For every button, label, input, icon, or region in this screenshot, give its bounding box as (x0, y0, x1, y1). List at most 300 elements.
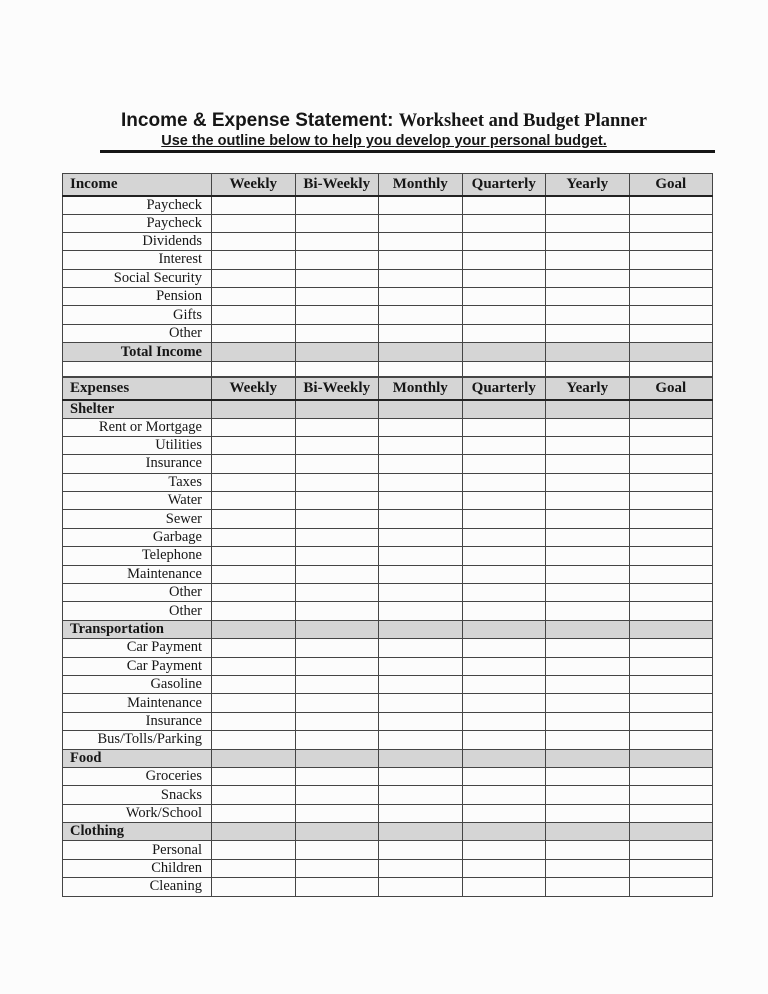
value-cell-bi-weekly (295, 657, 379, 675)
value-cell-goal (629, 232, 713, 250)
value-cell-monthly (379, 232, 463, 250)
value-cell-bi-weekly (295, 418, 379, 436)
value-cell-weekly (212, 214, 296, 232)
row-label-clothing: Clothing (63, 823, 212, 841)
value-cell-goal (629, 324, 713, 342)
value-cell-goal (629, 473, 713, 491)
row-label-rent-or-mortgage: Rent or Mortgage (63, 418, 212, 436)
value-cell-weekly (212, 584, 296, 602)
value-cell-yearly (546, 804, 630, 822)
value-cell-weekly (212, 343, 296, 362)
value-cell-weekly (212, 547, 296, 565)
value-cell-bi-weekly (295, 306, 379, 324)
value-cell-bi-weekly (295, 214, 379, 232)
value-cell-quarterly (462, 473, 546, 491)
value-cell-bi-weekly (295, 288, 379, 306)
value-cell-monthly (379, 675, 463, 693)
value-cell-weekly (212, 657, 296, 675)
value-cell-bi-weekly (295, 712, 379, 730)
value-cell-quarterly (462, 306, 546, 324)
row-label-children: Children (63, 859, 212, 877)
value-cell-goal (629, 288, 713, 306)
value-cell-quarterly (462, 528, 546, 546)
value-cell-weekly (212, 731, 296, 749)
value-cell-yearly (546, 324, 630, 342)
section-header-row (63, 400, 713, 419)
value-cell-yearly (546, 473, 630, 491)
table-row (63, 639, 713, 657)
value-cell-yearly (546, 584, 630, 602)
value-cell-yearly (546, 565, 630, 583)
row-label-interest: Interest (63, 251, 212, 269)
row-label-food: Food (63, 749, 212, 767)
value-cell-quarterly (462, 749, 546, 767)
value-cell-goal (629, 602, 713, 620)
value-cell-yearly (546, 269, 630, 287)
row-label-other: Other (63, 584, 212, 602)
value-cell-quarterly (462, 418, 546, 436)
value-cell-yearly (546, 232, 630, 250)
value-cell-bi-weekly (295, 362, 379, 377)
value-cell-yearly (546, 731, 630, 749)
value-cell-goal (629, 841, 713, 859)
value-cell-quarterly (462, 196, 546, 215)
row-label-total-income: Total Income (63, 343, 212, 362)
column-header-weekly: Weekly (212, 378, 296, 400)
value-cell-weekly (212, 288, 296, 306)
column-header-row (63, 378, 713, 400)
empty-row (63, 362, 713, 377)
value-cell-yearly (546, 675, 630, 693)
value-cell-yearly (546, 602, 630, 620)
value-cell-yearly (546, 492, 630, 510)
value-cell-monthly (379, 214, 463, 232)
table-row (63, 584, 713, 602)
value-cell-quarterly (462, 841, 546, 859)
column-header-goal: Goal (629, 378, 713, 400)
value-cell-goal (629, 620, 713, 638)
column-header-weekly: Weekly (212, 174, 296, 196)
value-cell-yearly (546, 712, 630, 730)
value-cell-monthly (379, 712, 463, 730)
table-row (63, 878, 713, 896)
value-cell-quarterly (462, 620, 546, 638)
value-cell-goal (629, 528, 713, 546)
value-cell-goal (629, 565, 713, 583)
value-cell-quarterly (462, 639, 546, 657)
value-cell-quarterly (462, 712, 546, 730)
value-cell-yearly (546, 528, 630, 546)
column-header-quarterly: Quarterly (462, 174, 546, 196)
table-row (63, 694, 713, 712)
value-cell-weekly (212, 767, 296, 785)
value-cell-goal (629, 269, 713, 287)
column-header-bi-weekly: Bi-Weekly (295, 378, 379, 400)
row-label-taxes: Taxes (63, 473, 212, 491)
value-cell-monthly (379, 528, 463, 546)
value-cell-weekly (212, 196, 296, 215)
column-header-goal: Goal (629, 174, 713, 196)
row-label-personal: Personal (63, 841, 212, 859)
value-cell-bi-weekly (295, 547, 379, 565)
value-cell-yearly (546, 694, 630, 712)
row-label-gasoline: Gasoline (63, 675, 212, 693)
value-cell-yearly (546, 547, 630, 565)
value-cell-yearly (546, 767, 630, 785)
value-cell-monthly (379, 565, 463, 583)
value-cell-bi-weekly (295, 510, 379, 528)
value-cell-bi-weekly (295, 841, 379, 859)
row-label-bus-tolls-parking: Bus/Tolls/Parking (63, 731, 212, 749)
value-cell-goal (629, 657, 713, 675)
value-cell-goal (629, 767, 713, 785)
value-cell-monthly (379, 878, 463, 896)
table-row (63, 675, 713, 693)
row-label-shelter: Shelter (63, 400, 212, 419)
value-cell-monthly (379, 547, 463, 565)
value-cell-bi-weekly (295, 878, 379, 896)
value-cell-weekly (212, 841, 296, 859)
value-cell-monthly (379, 196, 463, 215)
value-cell-monthly (379, 436, 463, 454)
value-cell-weekly (212, 694, 296, 712)
table-row (63, 418, 713, 436)
value-cell-weekly (212, 675, 296, 693)
value-cell-goal (629, 362, 713, 377)
value-cell-weekly (212, 418, 296, 436)
value-cell-yearly (546, 749, 630, 767)
row-label-pension: Pension (63, 288, 212, 306)
table-row (63, 547, 713, 565)
value-cell-weekly (212, 786, 296, 804)
value-cell-weekly (212, 269, 296, 287)
value-cell-quarterly (462, 343, 546, 362)
value-cell-quarterly (462, 510, 546, 528)
value-cell-yearly (546, 436, 630, 454)
value-cell-monthly (379, 400, 463, 419)
value-cell-bi-weekly (295, 767, 379, 785)
value-cell-quarterly (462, 675, 546, 693)
title-block (0, 110, 768, 149)
column-header-bi-weekly: Bi-Weekly (295, 174, 379, 196)
value-cell-monthly (379, 767, 463, 785)
row-label-insurance: Insurance (63, 712, 212, 730)
value-cell-yearly (546, 306, 630, 324)
row-label-maintenance: Maintenance (63, 694, 212, 712)
value-cell-goal (629, 306, 713, 324)
value-cell-weekly (212, 565, 296, 583)
value-cell-goal (629, 712, 713, 730)
value-cell-weekly (212, 712, 296, 730)
value-cell-bi-weekly (295, 823, 379, 841)
value-cell-quarterly (462, 584, 546, 602)
value-cell-quarterly (462, 400, 546, 419)
value-cell-weekly (212, 251, 296, 269)
table-row (63, 731, 713, 749)
column-header-monthly: Monthly (379, 174, 463, 196)
page-title-sub: Worksheet and Budget Planner (398, 111, 647, 131)
value-cell-yearly (546, 786, 630, 804)
value-cell-weekly (212, 639, 296, 657)
row-label-other: Other (63, 324, 212, 342)
value-cell-quarterly (462, 324, 546, 342)
value-cell-monthly (379, 492, 463, 510)
value-cell-goal (629, 400, 713, 419)
row-label-transportation: Transportation (63, 620, 212, 638)
value-cell-weekly (212, 510, 296, 528)
table-row (63, 196, 713, 215)
expense-table (62, 377, 713, 897)
value-cell-weekly (212, 362, 296, 377)
total-row (63, 343, 713, 362)
table-row (63, 602, 713, 620)
value-cell-quarterly (462, 823, 546, 841)
table-row (63, 473, 713, 491)
value-cell-monthly (379, 731, 463, 749)
value-cell-monthly (379, 639, 463, 657)
value-cell-yearly (546, 859, 630, 877)
value-cell-yearly (546, 657, 630, 675)
value-cell-monthly (379, 694, 463, 712)
value-cell-goal (629, 675, 713, 693)
table-row (63, 269, 713, 287)
row-label-insurance: Insurance (63, 455, 212, 473)
value-cell-weekly (212, 859, 296, 877)
value-cell-weekly (212, 602, 296, 620)
value-cell-monthly (379, 749, 463, 767)
value-cell-quarterly (462, 694, 546, 712)
value-cell-bi-weekly (295, 343, 379, 362)
value-cell-weekly (212, 749, 296, 767)
value-cell-weekly (212, 306, 296, 324)
value-cell-bi-weekly (295, 639, 379, 657)
value-cell-bi-weekly (295, 528, 379, 546)
value-cell-goal (629, 510, 713, 528)
row-label-car-payment: Car Payment (63, 657, 212, 675)
value-cell-bi-weekly (295, 602, 379, 620)
value-cell-monthly (379, 602, 463, 620)
value-cell-quarterly (462, 859, 546, 877)
value-cell-yearly (546, 251, 630, 269)
value-cell-goal (629, 584, 713, 602)
table-row (63, 232, 713, 250)
value-cell-yearly (546, 288, 630, 306)
value-cell-bi-weekly (295, 455, 379, 473)
value-cell-monthly (379, 324, 463, 342)
value-cell-goal (629, 343, 713, 362)
value-cell-monthly (379, 841, 463, 859)
value-cell-yearly (546, 841, 630, 859)
table-row (63, 455, 713, 473)
value-cell-goal (629, 418, 713, 436)
value-cell-quarterly (462, 602, 546, 620)
row-label-gifts: Gifts (63, 306, 212, 324)
value-cell-yearly (546, 455, 630, 473)
value-cell-yearly (546, 196, 630, 215)
value-cell-quarterly (462, 657, 546, 675)
value-cell-bi-weekly (295, 786, 379, 804)
value-cell-goal (629, 455, 713, 473)
value-cell-goal (629, 749, 713, 767)
value-cell-bi-weekly (295, 436, 379, 454)
table-row (63, 288, 713, 306)
value-cell-quarterly (462, 804, 546, 822)
row-label-other: Other (63, 602, 212, 620)
section-header-row (63, 620, 713, 638)
expenses-table-title: Expenses (63, 378, 212, 400)
value-cell-quarterly (462, 362, 546, 377)
value-cell-bi-weekly (295, 269, 379, 287)
value-cell-yearly (546, 620, 630, 638)
column-header-quarterly: Quarterly (462, 378, 546, 400)
row-label-maintenance: Maintenance (63, 565, 212, 583)
value-cell-quarterly (462, 232, 546, 250)
value-cell-monthly (379, 823, 463, 841)
value-cell-monthly (379, 269, 463, 287)
value-cell-bi-weekly (295, 804, 379, 822)
value-cell-quarterly (462, 214, 546, 232)
value-cell-weekly (212, 455, 296, 473)
row-label-sewer: Sewer (63, 510, 212, 528)
value-cell-bi-weekly (295, 492, 379, 510)
page-title-main: Income & Expense Statement: (121, 110, 394, 131)
table-row (63, 657, 713, 675)
table-row (63, 324, 713, 342)
value-cell-weekly (212, 528, 296, 546)
row-label-telephone: Telephone (63, 547, 212, 565)
value-cell-monthly (379, 859, 463, 877)
value-cell-quarterly (462, 878, 546, 896)
row-label-car-payment: Car Payment (63, 639, 212, 657)
value-cell-quarterly (462, 731, 546, 749)
value-cell-bi-weekly (295, 565, 379, 583)
value-cell-monthly (379, 306, 463, 324)
value-cell-goal (629, 547, 713, 565)
value-cell-bi-weekly (295, 251, 379, 269)
value-cell-bi-weekly (295, 473, 379, 491)
row-label-water: Water (63, 492, 212, 510)
row-label-paycheck: Paycheck (63, 214, 212, 232)
value-cell-quarterly (462, 767, 546, 785)
page-subtitle: Use the outline below to help you develop your personal budget. (161, 133, 607, 149)
column-header-row (63, 174, 713, 196)
value-cell-monthly (379, 804, 463, 822)
value-cell-quarterly (462, 455, 546, 473)
value-cell-weekly (212, 492, 296, 510)
value-cell-yearly (546, 400, 630, 419)
table-row (63, 786, 713, 804)
value-cell-quarterly (462, 565, 546, 583)
row-label-garbage: Garbage (63, 528, 212, 546)
value-cell-goal (629, 731, 713, 749)
value-cell-yearly (546, 362, 630, 377)
value-cell-monthly (379, 362, 463, 377)
value-cell-bi-weekly (295, 400, 379, 419)
value-cell-goal (629, 823, 713, 841)
value-cell-quarterly (462, 547, 546, 565)
value-cell-yearly (546, 418, 630, 436)
column-header-yearly: Yearly (546, 378, 630, 400)
value-cell-bi-weekly (295, 675, 379, 693)
value-cell-yearly (546, 878, 630, 896)
value-cell-monthly (379, 510, 463, 528)
value-cell-monthly (379, 455, 463, 473)
value-cell-quarterly (462, 269, 546, 287)
column-header-yearly: Yearly (546, 174, 630, 196)
row-label-blank (63, 362, 212, 377)
value-cell-weekly (212, 620, 296, 638)
value-cell-goal (629, 639, 713, 657)
value-cell-yearly (546, 823, 630, 841)
section-header-row (63, 749, 713, 767)
value-cell-monthly (379, 288, 463, 306)
value-cell-bi-weekly (295, 232, 379, 250)
value-cell-monthly (379, 657, 463, 675)
value-cell-monthly (379, 473, 463, 491)
table-row (63, 436, 713, 454)
row-label-dividends: Dividends (63, 232, 212, 250)
row-label-social-security: Social Security (63, 269, 212, 287)
value-cell-monthly (379, 786, 463, 804)
value-cell-quarterly (462, 786, 546, 804)
row-label-cleaning: Cleaning (63, 878, 212, 896)
row-label-snacks: Snacks (63, 786, 212, 804)
page-title (0, 110, 768, 132)
row-label-work-school: Work/School (63, 804, 212, 822)
table-row (63, 859, 713, 877)
value-cell-goal (629, 492, 713, 510)
row-label-paycheck: Paycheck (63, 196, 212, 215)
value-cell-monthly (379, 251, 463, 269)
value-cell-weekly (212, 878, 296, 896)
section-header-row (63, 823, 713, 841)
value-cell-weekly (212, 436, 296, 454)
value-cell-bi-weekly (295, 749, 379, 767)
value-cell-monthly (379, 584, 463, 602)
value-cell-goal (629, 859, 713, 877)
value-cell-quarterly (462, 492, 546, 510)
value-cell-bi-weekly (295, 584, 379, 602)
value-cell-monthly (379, 418, 463, 436)
value-cell-bi-weekly (295, 694, 379, 712)
value-cell-yearly (546, 214, 630, 232)
income-table (62, 173, 713, 377)
row-label-groceries: Groceries (63, 767, 212, 785)
income-table-title: Income (63, 174, 212, 196)
value-cell-monthly (379, 620, 463, 638)
title-divider-rule (100, 150, 715, 153)
table-row (63, 214, 713, 232)
value-cell-goal (629, 804, 713, 822)
value-cell-goal (629, 786, 713, 804)
value-cell-weekly (212, 473, 296, 491)
value-cell-bi-weekly (295, 731, 379, 749)
table-row (63, 767, 713, 785)
value-cell-weekly (212, 232, 296, 250)
table-row (63, 841, 713, 859)
value-cell-weekly (212, 804, 296, 822)
table-row (63, 804, 713, 822)
column-header-monthly: Monthly (379, 378, 463, 400)
value-cell-goal (629, 436, 713, 454)
value-cell-bi-weekly (295, 324, 379, 342)
table-row (63, 492, 713, 510)
table-row (63, 712, 713, 730)
row-label-utilities: Utilities (63, 436, 212, 454)
table-row (63, 251, 713, 269)
table-row (63, 306, 713, 324)
value-cell-weekly (212, 324, 296, 342)
